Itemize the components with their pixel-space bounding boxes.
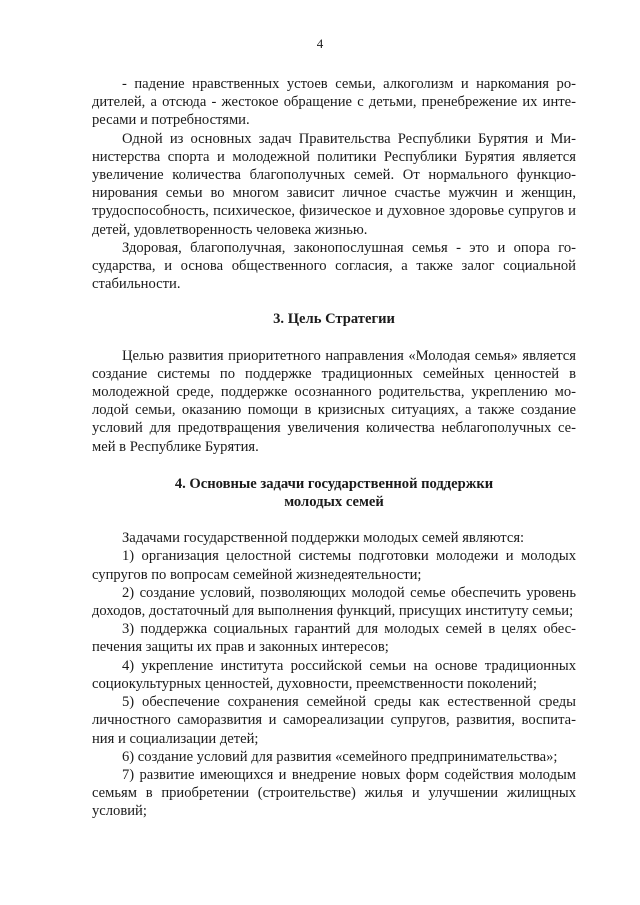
intro-paragraph-3: Здоровая, благополучная, законопослушная семья - это и опора государства, и основа общественного согласия, а также залог социальной стабильности.: [92, 239, 576, 293]
page-number: 4: [316, 36, 324, 51]
task-item-5: 5) обеспечение сохранения семейной среды как естественной среды личностного саморазвития и самореализации супругов, развития, воспитания и социализации детей;: [92, 694, 576, 747]
intro-paragraph-1: - падение нравственных устоев семьи, алкоголизм и наркомания родителей, а отсюда - жестокое обращение с детьми, пренебрежение их интересами и потребностями.: [92, 76, 576, 129]
section-4-heading: [92, 475, 576, 511]
task-item-7: 7) развитие имеющихся и внедрение новых форм содействия молодым семьям в приобретении (строительстве) жилья и улучшении жилищных условий;: [92, 766, 576, 820]
section-4-heading-line-2: молодых семей: [284, 494, 384, 511]
section-4-intro: Задачами государственной поддержки молодых семей являются:: [122, 530, 525, 547]
task-item-6: 6) создание условий для развития «семейного предпринимательства»;: [122, 748, 558, 765]
task-item-4: 4) укрепление института российской семьи на основе традиционных социокультурных ценностей, духовности, преемственности поколений;: [92, 657, 576, 692]
section-4-heading-line-1: 4. Основные задачи государственной поддержки: [174, 475, 494, 492]
section-3-heading: 3. Цель Стратегии: [273, 311, 395, 328]
task-item-3: 3) поддержка социальных гарантий для молодых семей в целях обеспечения защиты их прав и законных интересов;: [92, 621, 576, 656]
document-body: [92, 75, 576, 821]
section-3-paragraph: Целью развития приоритетного направления «Молодая семья» является создание системы по поддержке традиционных семейных ценностей в молодежной среде, поддержке осознанного родительства, укреплению молодой семьи, оказанию помощи в кризисных ситуациях, а также создание условий для предотвращения увеличения количества неблагополучных семей в Республике Бурятия.: [92, 347, 576, 455]
task-item-1: 1) организация целостной системы подготовки молодежи и молодых супругов по вопросам семейной жизнедеятельности;: [92, 548, 576, 583]
intro-paragraph-2: Одной из основных задач Правительства Республики Бурятия и Министерства спорта и молодежной политики Республики Бурятия является увеличение количества благополучных семей. От нормального функционирования семьи во многом зависит личное счастье мужчин и женщин, трудоспособность, психическое, физическое и духовное здоровье супругов и детей, удовлетворенность человека жизнью.: [92, 130, 576, 238]
task-item-2: 2) создание условий, позволяющих молодой семье обеспечить уровень доходов, достаточный для выполнения функций, присущих институту семьи;: [92, 584, 576, 620]
